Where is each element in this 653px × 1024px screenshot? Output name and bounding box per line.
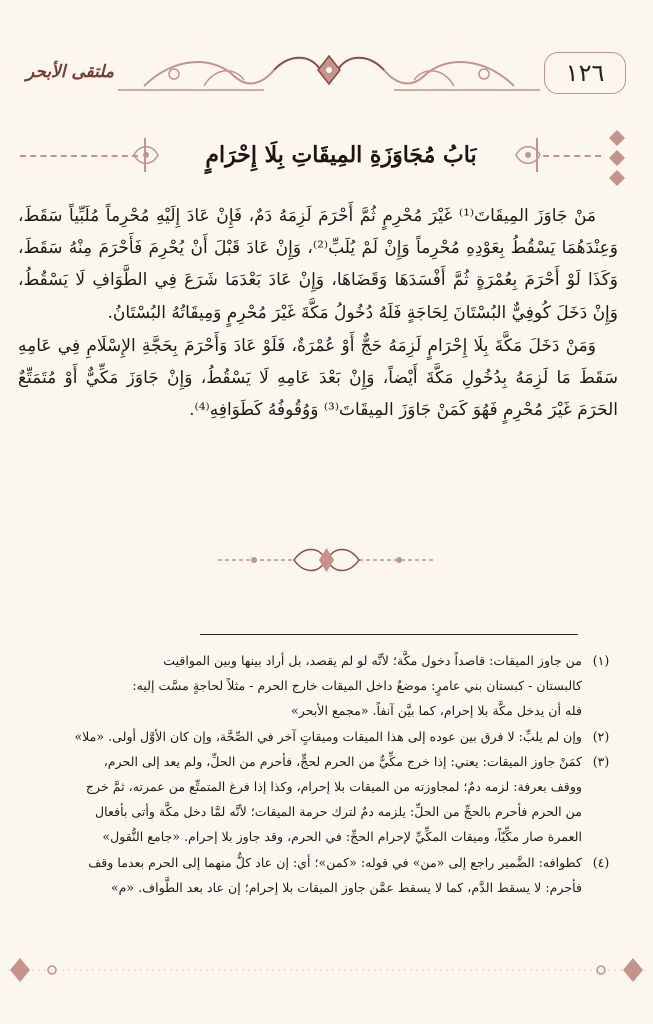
- footnote-line: ووقف بعرفة: لزمه دمٌ؛ لمجاوزته من الميقات بلا إحرام، وكذا إذا فرغ المتمتِّع من عمرته، ثمَّ خرج: [85, 779, 582, 795]
- footnote: [20, 749, 620, 850]
- main-text: [18, 200, 618, 426]
- book-title: ملتقى الأبحر: [25, 62, 115, 82]
- footnote-line: وإن لم يلبِّ: لا فرق بين عوده إلى هذا الميقات وميقاتٍ آخر في الصِّحَّة، وإن كان الأوَّل أولى. «ملا»: [74, 728, 582, 744]
- footnote-text: [20, 724, 582, 749]
- paragraph: وَمَنْ دَخَلَ مَكَّةَ بِلَا إِحْرَامٍ لَزِمَهُ حَجٌّ أَوْ عُمْرَةٌ، فَلَوْ عَادَ وَأَحْرَمَ بِحَجَّةِ الإِسْلَامِ فِي عَامِهِ سَقَطَ مَا لَزِمَهُ بِدُخُولِ مَكَّةَ أَيْضاً، وَإِنْ بَعْدَ عَامِهِ لَا يَسْقُطُ، وَإِنْ جَاوَزَ مَكِّيٌّ أَوْ مُتَمَتِّعٌ الحَرَمَ غَيْرَ مُحْرِمٍ فَهُوَ كَمَنْ جَاوَزَ المِيقَاتَ⁽³⁾ وَوُقُوفُهُ كَطَوَافِهِ⁽⁴⁾.: [18, 335, 618, 421]
- footnote-line: كالبستان - كبستان بني عامرٍ: موضعٌ داخل الميقات خارج الحرم - مثلاً لحاجةٍ مسَّت إليه:: [132, 678, 582, 694]
- bottom-border-ornament-icon: [0, 950, 653, 990]
- page-number: ١٢٦: [544, 52, 626, 94]
- footnote-line: من الحرم فأحرم بالحجِّ من الحلِّ: يلزمه دمٌ لترك حرمة الميقات؛ لأنَّه لمَّا دخل مكَّة وأتى بأفعال: [95, 804, 582, 820]
- chapter-heading: [14, 120, 639, 190]
- footnote-text: [20, 648, 582, 724]
- header-floral-ornament-icon: [114, 46, 544, 102]
- footnote-line: العمرة صار مكِّيّاً، وميقات المكِّيِّ لإحرام الحجِّ: في الحرم، وقد جاوز بلا إحرام. «جامع النُّقول»: [102, 829, 582, 845]
- footnote-text: [20, 850, 582, 900]
- divider: [20, 155, 138, 157]
- page-header: [14, 46, 634, 102]
- footnote-line: فأحرم: لا يسقط الدَّم، كما لا يسقط عمَّن جاوز الميقات بلا إحرام؛ إن عاد بعد الطَّواف. «م»: [110, 879, 582, 895]
- footnote-separator: [200, 634, 578, 635]
- footnote-line: كطوافه: الضَّمير راجع إلى «من» في قوله: «كمن»؛ أي: إن عاد كلٌّ منهما إلى الحرم بعدما وقف: [88, 854, 582, 870]
- footnote-number: (١): [592, 653, 610, 668]
- paragraph: مَنْ جَاوَزَ المِيقَاتَ⁽¹⁾ غَيْرَ مُحْرِمٍ ثُمَّ أَحْرَمَ لَزِمَهُ دَمٌ، فَإِنْ عَادَ إِلَيْهِ مُحْرِماً مُلَبِّياً سَقَطَ، وَعِنْدَهُمَا يَسْقُطُ بِعَوْدِهِ مُحْرِماً وَإِنْ لَمْ يُلَبِّ⁽²⁾، وَإِنْ عَادَ قَبْلَ أَنْ يُحْرِمَ فَأَحْرَمَ مِنْهُ سَقَطَ، وَكَذَا لَوْ أَحْرَمَ بِعُمْرَةٍ ثُمَّ أَفْسَدَهَا وَقَضَاهَا، وَإِنْ عَادَ بَعْدَمَا شَرَعَ فِي الطَّوَافِ لَا يَسْقُطُ، وَإِنْ دَخَلَ كُوفِيٌّ البُسْتَانَ لِحَاجَةٍ فَلَهُ دُخُولُ مَكَّةَ غَيْرَ مُحْرِمٍ وَمِيقَاتُهُ البُسْتَانُ.: [18, 206, 618, 323]
- footnote: [20, 850, 620, 900]
- diamond-ornament-icon: [605, 128, 629, 188]
- footnotes: [20, 648, 620, 900]
- footnote-line: من جاوز الميقات: قاصداً دخول مكَّة؛ لأنَّه لو لم يقصد، بل أراد بينها وبين المواقيت: [163, 653, 582, 668]
- section-ornament-icon: [214, 540, 439, 580]
- footnote-line: كمَنْ جاوز الميقات: يعني: إذا خرج مكِّيٌّ من الحرم لحجٍّ، فأحرم من الحلِّ، ولم يعد إلى الحرم،: [103, 753, 582, 769]
- footnote: [20, 648, 620, 724]
- chapter-title: بَابُ مُجَاوَزَةِ المِيقَاتِ بِلَا إِحْرَامٍ: [144, 138, 538, 172]
- footnote: [20, 724, 620, 749]
- footnote-number: (٢): [592, 728, 610, 744]
- footnote-number: (٤): [592, 854, 610, 870]
- footnote-line: فله أن يدخل مكَّة بلا إحرام، كما بيَّن آنفاً. «مجمع الأبحر»: [291, 703, 582, 719]
- footnote-text: [20, 749, 582, 850]
- heading-ornament-icon: [514, 142, 542, 168]
- footnote-number: (٣): [592, 753, 610, 769]
- divider: [543, 155, 601, 157]
